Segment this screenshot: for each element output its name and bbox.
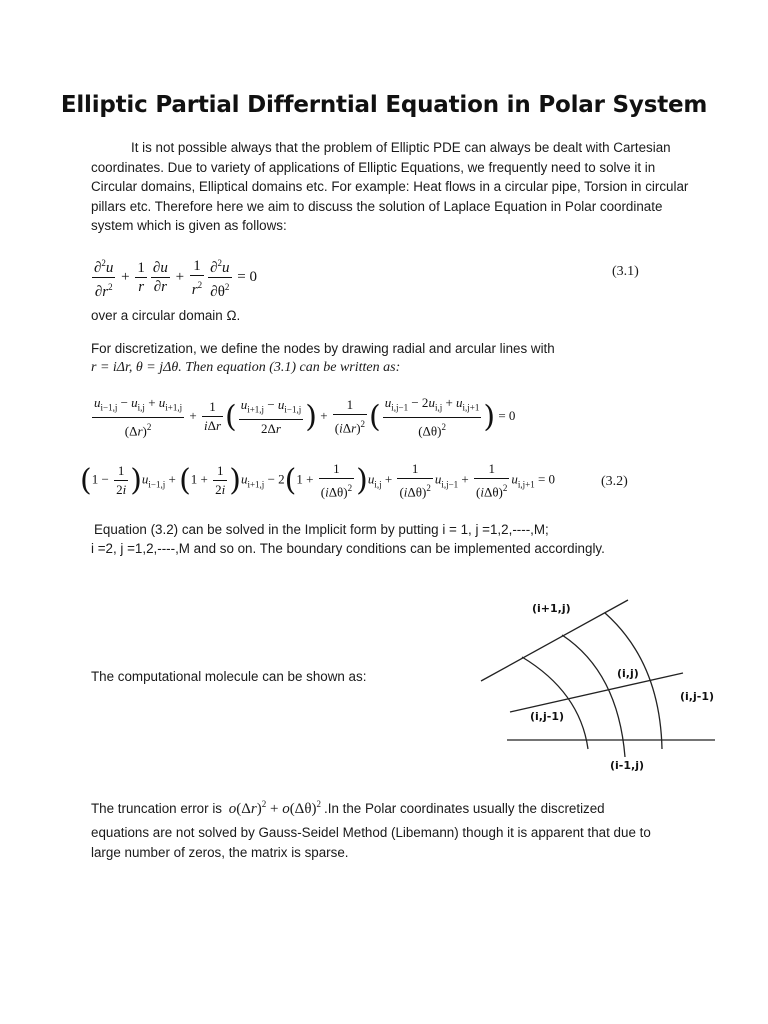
label-i-plus-1-j: (i+1,j)	[532, 602, 571, 615]
label-i-j-minus-1-right: (i,j-1)	[680, 690, 714, 703]
discretized-equation: $\frac{u_{i-1,j} - u_{i,j} + u_{i+1,j}}{(\Delta r)^2}$ + $\frac{1}{\text{iΔr}}$ ( $\frac{u_{i+1,j} - u_{i-1,j}}{2\Delta r}$ ) + $\frac{1}{(i\Delta r)^2}$ ( $\frac{u_{i,j-1} - 2u_{i,j} + u_{i,j+1}}{(\Delta\theta)^2}$ ) = 0	[94, 395, 516, 438]
equation-number-3-1: (3.1)	[612, 264, 639, 279]
arc-inner	[522, 657, 588, 749]
truncation-paragraph: equations are not solved by Gauss-Seidel Method (Libemann) though it is apparent that due to large number of zeros, the matrix is sparse.	[91, 825, 651, 860]
molecule-text: The computational molecule can be shown as:	[91, 669, 367, 684]
label-i-j-minus-1-left: (i,j-1)	[530, 710, 564, 723]
node-definition: r = iΔr, θ = jΔθ. Then equation (3.1) can be written as:	[91, 360, 401, 375]
computational-molecule-diagram	[470, 592, 730, 782]
laplace-equation: $\frac{\partial^2u}{\partial r^2}$ + $\frac{1}{r}$ $\frac{\partial u}{\partial r}$ + $\frac{1}{r^2}$ $\frac{\partial^2u}{\partial\theta^2}$ = 0	[90, 254, 257, 301]
arc-outer	[605, 613, 662, 749]
discretization-text: For discretization, we define the nodes by drawing radial and arcular lines with	[91, 341, 555, 356]
label-i-minus-1-j: (i-1,j)	[610, 759, 644, 772]
truncation-suffix: .In the Polar coordinates usually the discretized	[324, 801, 605, 816]
intro-paragraph: It is not possible always that the problem of Elliptic PDE can always be dealt with Cartesian coordinates. Due to variety of applications of Elliptic Equations, we frequently need to solve it in Circular domains, Elliptical domains etc. For example: Heat flows in a circular pipe, Torsion in circular pillars etc. Therefore here we aim to discuss the solution of Laplace Equation in Polar coordinate system which is given as follows:	[91, 140, 689, 234]
domain-text: over a circular domain Ω.	[91, 308, 241, 323]
page-title: Elliptic Partial Differntial Equation in Polar System	[60, 92, 708, 118]
equation-number-3-2: (3.2)	[601, 474, 628, 489]
truncation-error-formula: $o(\Delta r)^2 + o(\Delta\theta)^2$	[228, 799, 322, 817]
equation-3-2: (1 − $\frac{1}{2i}$ )$u_{i-1,j} + (1$ + $\frac{1}{2i}$ )$u_{i+1,j} - 2(1$ + $\frac{1}{(i\Delta\theta)^2}$ )$u_{i,j}$ + $\frac{1}{(i\Delta\theta)^2}$ $u_{i,j-1}$ + $\frac{1}{(i\Delta\theta)^2}$ $u_{i,j+1} = 0$	[80, 461, 556, 500]
implicit-text-1: Equation (3.2) can be solved in the Implicit form by putting i = 1, j =1,2,----,M;	[94, 522, 549, 537]
truncation-line	[91, 799, 605, 818]
label-i-j: (i,j)	[617, 667, 639, 680]
truncation-prefix: The truncation error is	[91, 801, 222, 816]
arc-middle	[562, 635, 625, 757]
implicit-text-2: i =2, j =1,2,----,M and so on. The boundary conditions can be implemented accordingly.	[91, 541, 605, 556]
